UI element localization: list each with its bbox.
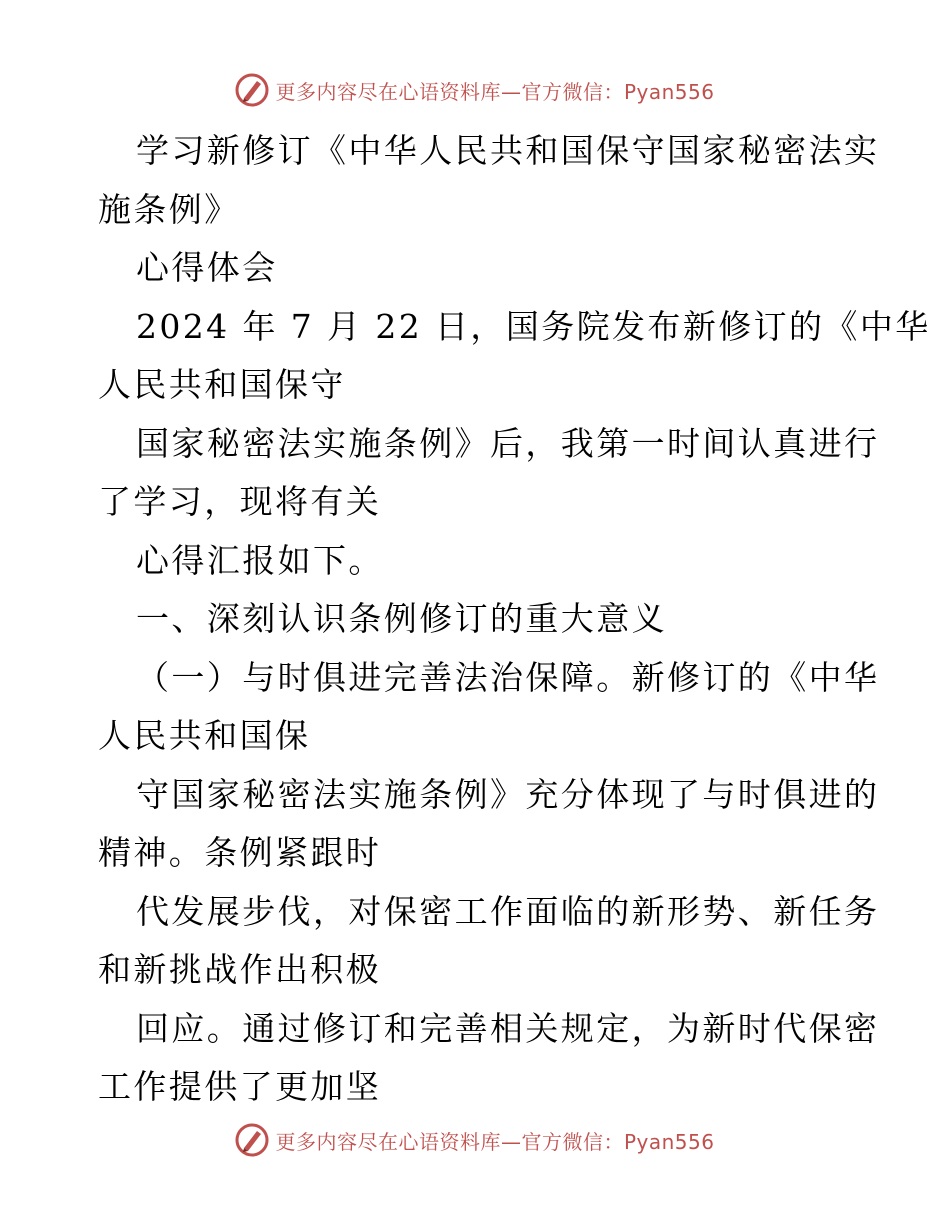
title-line-1: 学习新修订《中华人民共和国保守国家秘密法实 [136, 131, 880, 170]
title-line-2: 施条例》 [98, 189, 240, 229]
paragraph-line: 代发展步伐，对保密工作面临的新形势、新任务 [136, 891, 880, 931]
header-banner [0, 70, 950, 110]
paragraph-line: 回应。通过修订和完善相关规定，为新时代保密 [136, 1008, 880, 1048]
paragraph-line: 精神。条例紧跟时 [98, 833, 382, 872]
paragraph-line: 了学习，现将有关 [98, 482, 382, 521]
paragraph-line: 国家秘密法实施条例》后，我第一时间认真进行 [136, 423, 880, 463]
paragraph-line: （一）与时俱进完善法治保障。新修订的《中华 [136, 657, 880, 697]
paragraph-line: 和新挑战作出积极 [98, 950, 382, 989]
header-banner-text: 更多内容尽在心语资料库—官方微信：Pyan556 [275, 79, 715, 104]
footer-banner-text: 更多内容尽在心语资料库—官方微信：Pyan556 [275, 1129, 715, 1154]
paragraph-line: 工作提供了更加坚 [98, 1067, 382, 1106]
subtitle-line: 心得体会 [136, 248, 278, 287]
paragraph-line: 守国家秘密法实施条例》充分体现了与时俱进的 [136, 774, 880, 814]
section-heading: 一、深刻认识条例修订的重大意义 [136, 599, 667, 638]
pen-logo-icon [235, 73, 269, 107]
footer-banner [0, 1120, 950, 1160]
paragraph-line: 心得汇报如下。 [136, 540, 384, 580]
paragraph-line: 人民共和国保守 [98, 365, 346, 404]
paragraph-line: 人民共和国保 [98, 716, 311, 755]
pen-logo-icon [235, 1123, 269, 1157]
document-body [98, 122, 931, 1117]
paragraph-line: 2024 年 7 月 22 日，国务院发布新修订的《中华 [136, 306, 931, 346]
